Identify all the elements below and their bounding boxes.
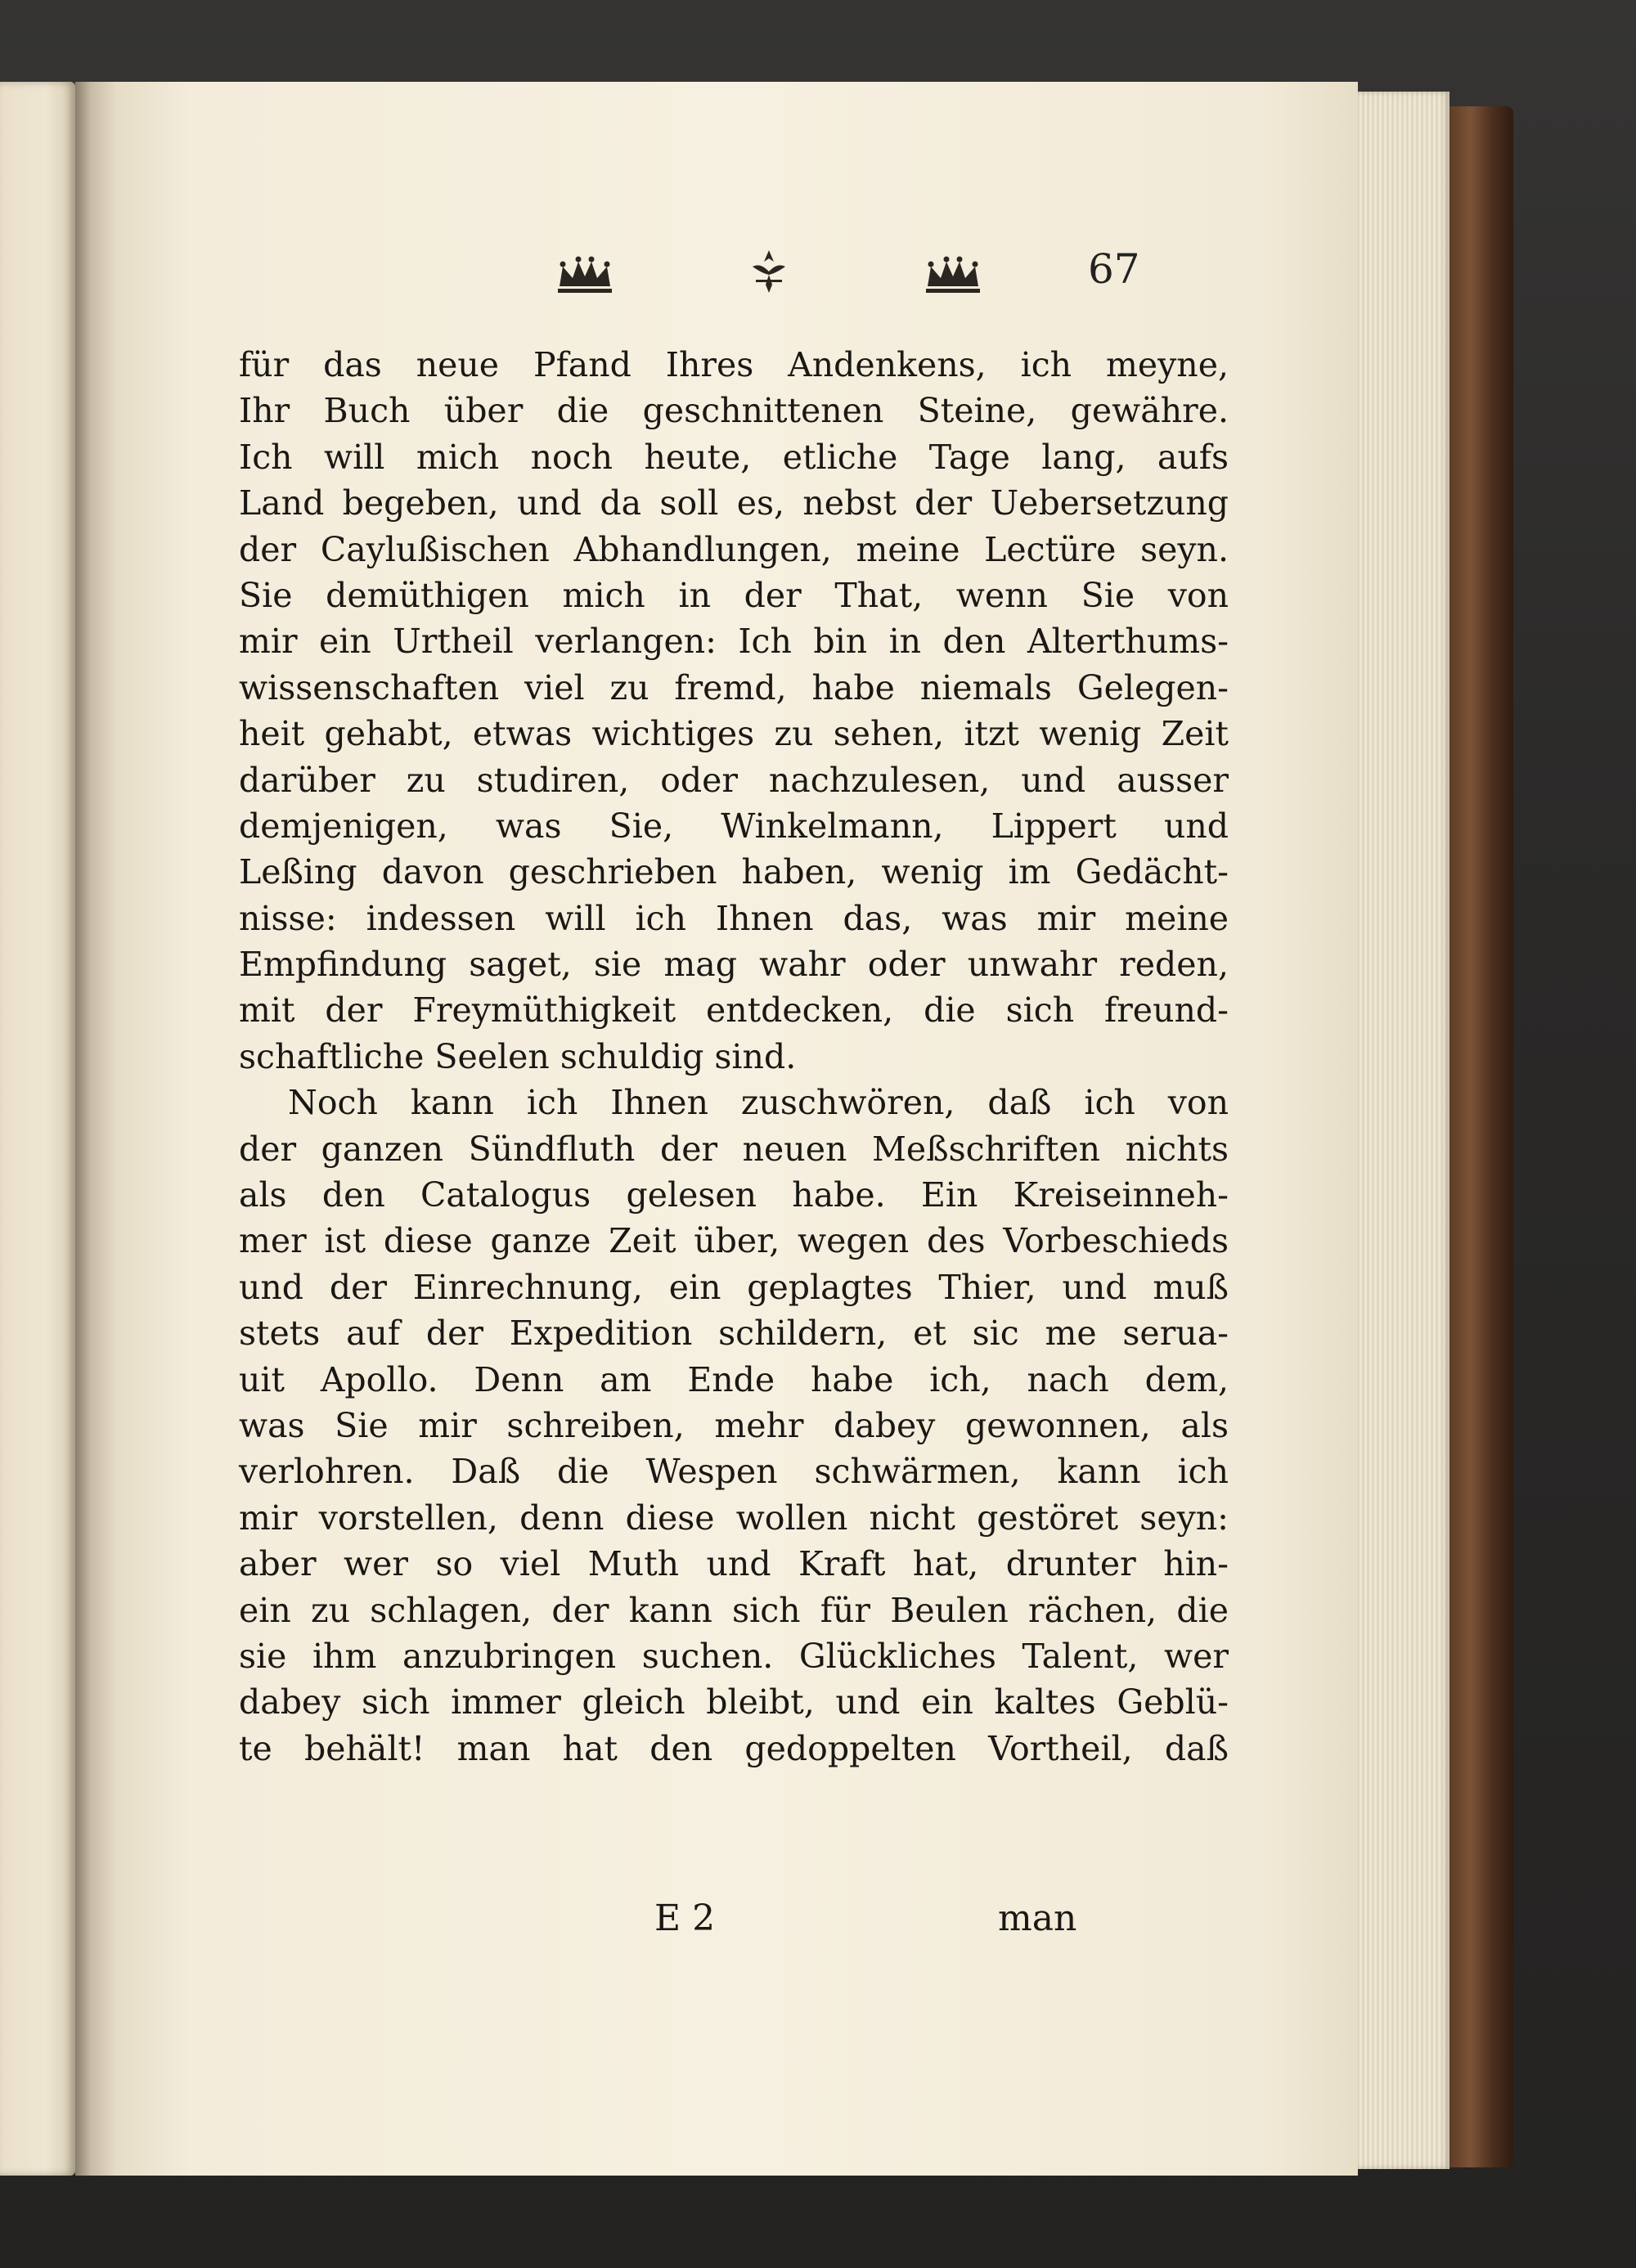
text-line: als den Catalogus gelesen habe. Ein Kreiseinneh- [239, 1175, 1229, 1215]
page-fore-edge [1350, 92, 1449, 2169]
text-line: nisse: indessen will ich Ihnen das, was mir meine [239, 898, 1229, 938]
text-line: und der Einrechnung, ein geplagtes Thier, und muß [239, 1267, 1229, 1307]
text-line: mer ist diese ganze Zeit über, wegen des Vorbeschieds [239, 1221, 1229, 1261]
text-line: sie ihm anzubringen suchen. Glückliches Talent, wer [239, 1636, 1229, 1676]
text-line: mir ein Urtheil verlangen: Ich bin in den Alterthums- [239, 622, 1229, 662]
book-page [115, 82, 1358, 2176]
catchword: man [998, 1897, 1077, 1939]
crown-ornament-icon [924, 255, 982, 296]
text-line: uit Apollo. Denn am Ende habe ich, nach dem, [239, 1359, 1229, 1399]
text-line: stets auf der Expedition schildern, et sic me serua- [239, 1314, 1229, 1354]
text-line: schaftliche Seelen schuldig sind. [239, 1036, 797, 1076]
text-line: heit gehabt, etwas wichtiges zu sehen, itzt wenig Zeit [239, 714, 1229, 754]
text-line: verlohren. Daß die Wespen schwärmen, kann ich [239, 1452, 1229, 1492]
text-line: der Caylußischen Abhandlungen, meine Lectüre seyn. [239, 529, 1229, 569]
text-line: darüber zu studiren, oder nachzulesen, und ausser [239, 760, 1229, 800]
text-line: dabey sich immer gleich bleibt, und ein kaltes Geblü- [239, 1682, 1229, 1722]
fleuron-ornament-icon [744, 247, 793, 296]
crown-ornament-icon [556, 255, 614, 296]
page-number: 67 [1088, 245, 1140, 293]
text-line: wissenschaften viel zu fremd, habe niemals Gelegen- [239, 667, 1229, 707]
header-ornaments [556, 239, 982, 296]
previous-page-edge [0, 82, 75, 2176]
text-line: te behält! man hat den gedoppelten Vortheil, daß [239, 1728, 1229, 1768]
text-line: Noch kann ich Ihnen zuschwören, daß ich von [288, 1083, 1229, 1123]
text-line: für das neue Pfand Ihres Andenkens, ich meyne, [239, 345, 1229, 384]
text-line: Sie demüthigen mich in der That, wenn Sie von [239, 575, 1229, 615]
book-cover-edge [1448, 106, 1513, 2167]
text-line: der ganzen Sündfluth der neuen Meßschriften nichts [239, 1129, 1229, 1169]
text-line: Ihr Buch über die geschnittenen Steine, gewähre. [239, 391, 1229, 431]
text-line: demjenigen, was Sie, Winkelmann, Lippert und [239, 806, 1229, 846]
text-line: ein zu schlagen, der kann sich für Beulen rächen, die [239, 1590, 1229, 1630]
text-line: mit der Freymüthigkeit entdecken, die sich freund- [239, 990, 1229, 1031]
book-gutter [75, 82, 115, 2176]
text-line: Land begeben, und da soll es, nebst der Uebersetzung [239, 483, 1229, 523]
signature-mark: E 2 [654, 1897, 716, 1939]
text-line: mir vorstellen, denn diese wollen nicht gestöret seyn: [239, 1498, 1229, 1538]
text-line: aber wer so viel Muth und Kraft hat, drunter hin- [239, 1544, 1229, 1584]
body-text [239, 342, 1229, 1772]
text-line: Ich will mich noch heute, etliche Tage lang, aufs [239, 437, 1229, 477]
text-line: was Sie mir schreiben, mehr dabey gewonnen, als [239, 1405, 1229, 1445]
text-line: Leßing davon geschrieben haben, wenig im Gedächt- [239, 852, 1229, 892]
text-line: Empfindung saget, sie mag wahr oder unwahr reden, [239, 945, 1229, 985]
